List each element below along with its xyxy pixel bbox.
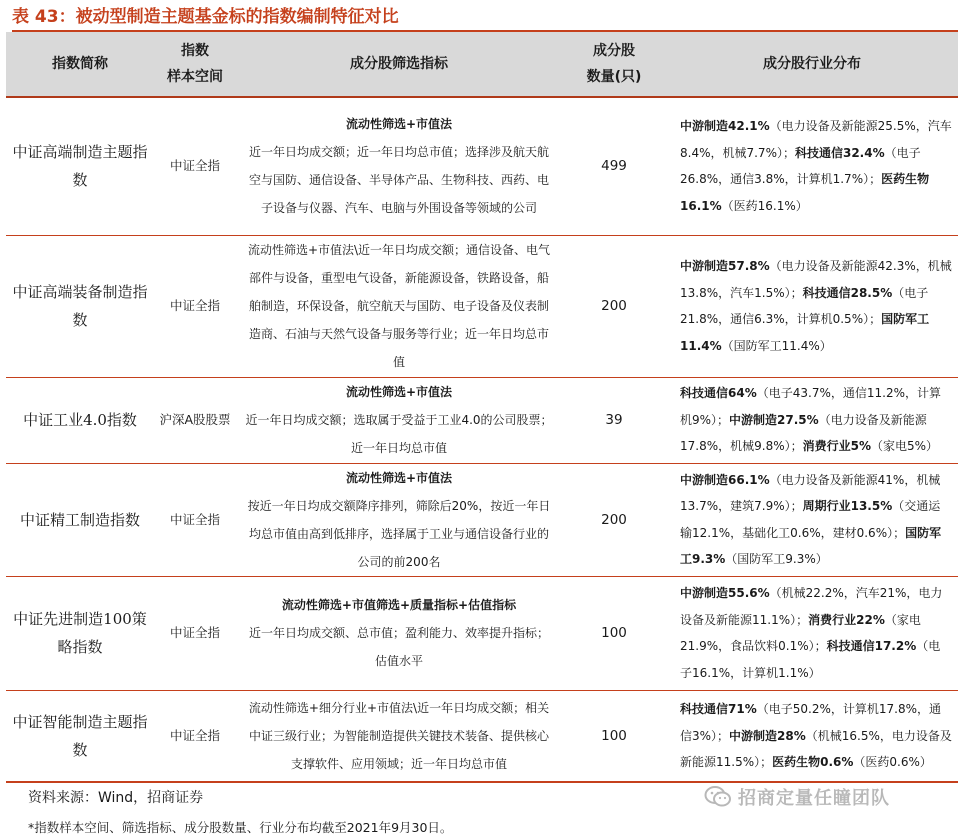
index-name: 中证高端装备制造指数	[6, 235, 154, 377]
criteria-head: 流动性筛选+市值筛选+质量指标+估值指标	[281, 598, 517, 612]
industry-detail: （家电5%）	[870, 439, 939, 454]
industry-detail: （电力设备及新能源17.8%，机械9.8%）；	[680, 412, 927, 454]
index-name: 中证工业4.0指数	[6, 377, 154, 463]
criteria-cell	[236, 463, 562, 576]
header-count-line1: 成分股	[593, 43, 635, 59]
industry-detail: （电子43.7%，通信11.2%，计算机9%）；	[680, 386, 941, 427]
index-name: 中证先进制造100策略指数	[6, 576, 154, 690]
industry-major: 科技通信32.4%	[794, 145, 885, 160]
industry-detail: （电子21.8%，通信6.3%，计算机0.5%）；	[680, 285, 929, 326]
industry-detail: （家电21.9%，食品饮料0.1%）；	[680, 612, 921, 653]
header-count-line2: 数量(只)	[586, 69, 642, 85]
sample-space: 中证全指	[154, 97, 236, 235]
criteria-body: 近一年日均成交额；近一年日均总市值；选择涉及航天航空与国防、通信设备、半导体产品、生物科技、西药、电子设备与仪器、汽车、电脑与外围设备等领域的公司	[248, 145, 549, 216]
criteria-head: 流动性筛选+市值法	[345, 117, 453, 132]
constituent-count: 39	[562, 377, 666, 463]
watermark	[704, 783, 890, 811]
header-space-line1: 指数	[181, 43, 209, 59]
industry-major: 科技通信17.2%	[826, 639, 917, 653]
header-criteria: 成分股筛选指标	[236, 32, 562, 97]
source-note: 资料来源：Wind，招商证券	[28, 790, 204, 806]
industry-major: 国防军工9.3%	[680, 525, 942, 566]
header-name: 指数简称	[6, 32, 154, 97]
industry-major: 科技通信71%	[680, 702, 757, 716]
sample-space: 沪深A股股票	[154, 377, 236, 463]
criteria-cell	[236, 97, 562, 235]
footnote: *指数样本空间、筛选指标、成分股数量、行业分布均截至2021年9月30日。	[28, 820, 453, 835]
industry-detail: （电子50.2%，计算机17.8%，通信3%）；	[680, 702, 941, 743]
industry-detail: （机械16.5%，电力设备及新能源11.5%）；	[680, 728, 952, 769]
industry-cell	[666, 690, 958, 782]
constituent-count: 100	[562, 690, 666, 782]
table-row	[6, 576, 958, 690]
industry-major: 中游制造42.1%	[680, 119, 770, 134]
header-row	[6, 32, 958, 97]
industry-major: 中游制造28%	[729, 728, 806, 743]
criteria-cell	[236, 377, 562, 463]
criteria-head: 流动性筛选+市值法	[345, 470, 453, 485]
industry-detail: （电力设备及新能源41%，机械13.7%，建筑7.9%）；	[680, 472, 941, 513]
criteria-body: 近一年日均成交额；选取属于受益于工业4.0的公司股票；近一年日均总市值	[245, 413, 553, 455]
industry-cell	[666, 235, 958, 377]
criteria-cell	[236, 235, 562, 377]
sample-space: 中证全指	[154, 576, 236, 690]
sample-space: 中证全指	[154, 690, 236, 782]
watermark-text: 招商定量任瞳团队	[738, 788, 890, 809]
table-row	[6, 235, 958, 377]
industry-major: 中游制造66.1%	[680, 472, 770, 487]
industry-detail: （医药16.1%）	[721, 198, 808, 213]
wechat-icon	[704, 785, 732, 809]
table-row	[6, 463, 958, 576]
criteria-body: 按近一年日均成交额降序排列，筛除后20%，按近一年日均总市值由高到低排序，选择属于工业与通信设备行业的公司的前200名	[247, 498, 551, 569]
constituent-count: 100	[562, 576, 666, 690]
table-row	[6, 690, 958, 782]
header-space-line2: 样本空间	[167, 69, 223, 85]
industry-detail: （机械22.2%，汽车21%，电力设备及新能源11.1%）；	[680, 586, 943, 627]
industry-major: 国防军工11.4%	[680, 312, 930, 353]
header-count	[562, 32, 666, 97]
industry-major: 消费行业5%	[802, 439, 871, 454]
industry-detail: （电子16.1%，计算机1.1%）	[680, 639, 941, 680]
comparison-table	[6, 32, 958, 783]
industry-major: 中游制造27.5%	[729, 412, 819, 427]
industry-major: 医药生物16.1%	[680, 172, 930, 213]
table-row	[6, 97, 958, 235]
industry-detail: （电子26.8%，通信3.8%，计算机1.7%）；	[680, 145, 921, 187]
table-row	[6, 377, 958, 463]
criteria-cell	[236, 576, 562, 690]
sample-space: 中证全指	[154, 463, 236, 576]
industry-detail: （电力设备及新能源42.3%，机械13.8%，汽车1.5%）；	[680, 259, 952, 300]
industry-major: 医药生物0.6%	[772, 755, 854, 769]
industry-cell	[666, 97, 958, 235]
industry-cell	[666, 463, 958, 576]
industry-cell	[666, 576, 958, 690]
constituent-count: 200	[562, 235, 666, 377]
industry-detail: （国防军工9.3%）	[725, 552, 828, 566]
criteria-head: 流动性筛选+市值法	[345, 385, 453, 399]
industry-detail: （国防军工11.4%）	[721, 338, 832, 353]
constituent-count: 499	[562, 97, 666, 235]
industry-detail: （电力设备及新能源25.5%，汽车8.4%，机械7.7%）；	[680, 119, 952, 160]
sample-space: 中证全指	[154, 235, 236, 377]
industry-major: 中游制造57.8%	[680, 259, 770, 273]
criteria-body: 近一年日均成交额、总市值；盈利能力、效率提升指标；估值水平	[248, 626, 549, 668]
industry-cell	[666, 377, 958, 463]
industry-major: 周期行业13.5%	[802, 499, 893, 513]
header-industry: 成分股行业分布	[666, 32, 958, 97]
industry-major: 中游制造55.6%	[680, 586, 770, 600]
criteria-cell	[236, 690, 562, 782]
table-title: 表 43：被动型制造主题基金标的指数编制特征对比	[12, 7, 399, 27]
industry-detail: （交通运输12.1%，基础化工0.6%，建材0.6%）；	[680, 499, 941, 540]
industry-major: 科技通信28.5%	[802, 285, 893, 300]
criteria-body: 流动性筛选+市值法\近一年日均成交额；通信设备、电气部件与设备，重型电气设备，新能源设备，铁路设备，船舶制造，环保设备，航空航天与国防、电子设备及仪表制造商、石油与天然气设备与服务等行业；近一年日均总市值	[247, 243, 551, 369]
constituent-count: 200	[562, 463, 666, 576]
index-name: 中证高端制造主题指数	[6, 97, 154, 235]
index-name: 中证智能制造主题指数	[6, 690, 154, 782]
criteria-body: 流动性筛选+细分行业+市值法\近一年日均成交额；相关中证三级行业；为智能制造提供关键技术装备、提供核心支撑软件、应用领域；近一年日均总市值	[248, 700, 550, 771]
header-sample-space	[154, 32, 236, 97]
industry-detail: （医药0.6%）	[853, 755, 932, 769]
industry-major: 消费行业22%	[808, 612, 885, 627]
industry-major: 科技通信64%	[680, 386, 757, 401]
index-name: 中证精工制造指数	[6, 463, 154, 576]
